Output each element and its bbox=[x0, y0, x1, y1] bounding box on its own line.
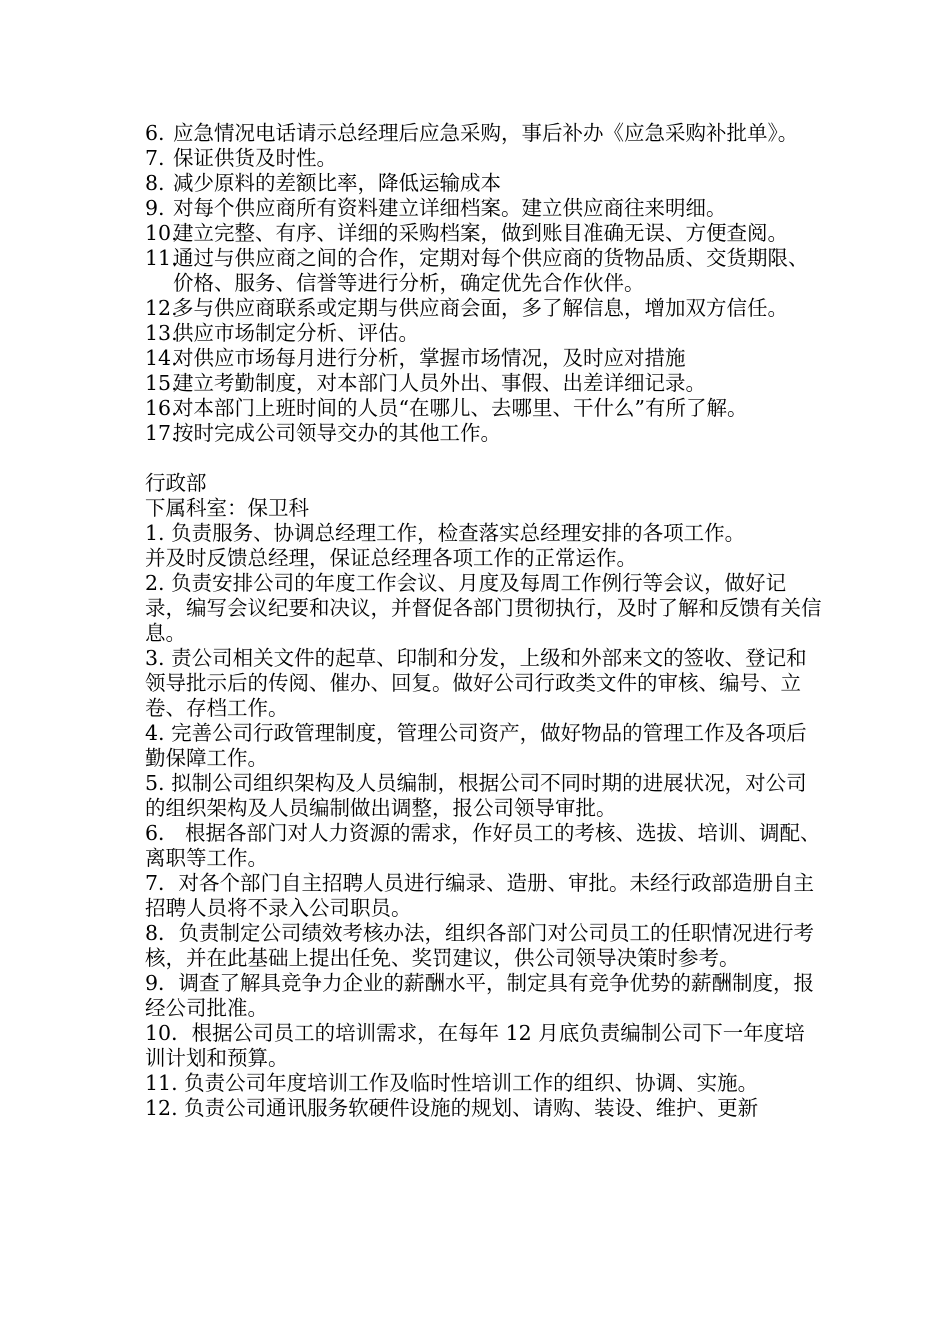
item-number: 6. bbox=[145, 121, 165, 145]
blank-line bbox=[145, 446, 825, 471]
list-item bbox=[145, 421, 825, 446]
list-item bbox=[145, 296, 825, 321]
item-text: 对供应市场每月进行分析，掌握市场情况，及时应对措施 bbox=[173, 346, 686, 370]
list-item bbox=[145, 221, 825, 246]
paragraph: 11. 负责公司年度培训工作及临时性培训工作的组织、协调、实施。 bbox=[145, 1071, 759, 1095]
item-text: 应急情况电话请示总经理后应急采购，事后补办《应急采购补批单》。 bbox=[173, 121, 799, 145]
item-text: 供应市场制定分析、评估。 bbox=[173, 321, 419, 345]
item-text: 通过与供应商之间的合作，定期对每个供应商的货物品质、交货期限、价格、服务、信誉等进行分析，确定优先合作伙伴。 bbox=[173, 246, 809, 295]
item-number: 11. bbox=[145, 246, 178, 270]
item-text: 保证供货及时性。 bbox=[173, 146, 337, 170]
list-item bbox=[145, 196, 825, 221]
admin-department-section bbox=[145, 471, 825, 1121]
paragraph: 8．负责制定公司绩效考核办法，组织各部门对公司员工的任职情况进行考核，并在此基础上提出任免、奖罚建议，供公司领导决策时参考。 bbox=[145, 921, 815, 970]
paragraph: 10．根据公司员工的培训需求，在每年 12 月底负责编制公司下一年度培训计划和预算。 bbox=[145, 1021, 805, 1070]
list-item bbox=[145, 396, 825, 421]
item-text: 对每个供应商所有资料建立详细档案。建立供应商往来明细。 bbox=[173, 196, 727, 220]
document-page bbox=[145, 121, 825, 1121]
item-text: 对本部门上班时间的人员“在哪儿、去哪里、干什么”有所了解。 bbox=[173, 396, 748, 420]
list-item bbox=[145, 121, 825, 146]
paragraph: 3. 责公司相关文件的起草、印制和分发，上级和外部来文的签收、登记和领导批示后的传阅、催办、回复。做好公司行政类文件的审核、编号、立卷、存档工作。 bbox=[145, 646, 807, 720]
section-title: 行政部 bbox=[145, 471, 207, 495]
paragraph: 1. 负责服务、协调总经理工作，检查落实总经理安排的各项工作。 bbox=[145, 521, 746, 545]
list-item bbox=[145, 321, 825, 346]
item-number: 17. bbox=[145, 421, 178, 445]
paragraph: 9．调查了解具竞争力企业的薪酬水平，制定具有竞争优势的薪酬制度，报经公司批准。 bbox=[145, 971, 815, 1020]
paragraph: 12. 负责公司通讯服务软硬件设施的规划、请购、装设、维护、更新 bbox=[145, 1096, 759, 1120]
paragraph: 2. 负责安排公司的年度工作会议、月度及每周工作例行等会议，做好记录，编写会议纪要和决议，并督促各部门贯彻执行，及时了解和反馈有关信息。 bbox=[145, 571, 822, 645]
paragraph: 7．对各个部门自主招聘人员进行编录、造册、审批。未经行政部造册自主招聘人员将不录入公司职员。 bbox=[145, 871, 815, 920]
item-number: 16. bbox=[145, 396, 178, 420]
item-number: 8. bbox=[145, 171, 165, 195]
item-number: 13. bbox=[145, 321, 178, 345]
item-number: 7. bbox=[145, 146, 165, 170]
item-text: 多与供应商联系或定期与供应商会面，多了解信息，增加双方信任。 bbox=[173, 296, 788, 320]
list-item bbox=[145, 171, 825, 196]
item-text: 建立完整、有序、详细的采购档案，做到账目准确无误、方便查阅。 bbox=[173, 221, 788, 245]
list-item bbox=[145, 371, 825, 396]
paragraph: 4. 完善公司行政管理制度，管理公司资产，做好物品的管理工作及各项后勤保障工作。 bbox=[145, 721, 807, 770]
paragraph: 并及时反馈总经理，保证总经理各项工作的正常运作。 bbox=[145, 546, 637, 570]
item-number: 9. bbox=[145, 196, 165, 220]
item-number: 10. bbox=[145, 221, 178, 245]
list-item bbox=[145, 246, 825, 296]
item-number: 14. bbox=[145, 346, 178, 370]
item-text: 按时完成公司领导交办的其他工作。 bbox=[173, 421, 501, 445]
item-text: 减少原料的差额比率，降低运输成本 bbox=[173, 171, 501, 195]
paragraph: 6． 根据各部门对人力资源的需求，作好员工的考核、选拔、培训、调配、离职等工作。 bbox=[145, 821, 821, 870]
list-item bbox=[145, 346, 825, 371]
list-item bbox=[145, 146, 825, 171]
paragraph: 5. 拟制公司组织架构及人员编制，根据公司不同时期的进展状况，对公司的组织架构及人员编制做出调整，报公司领导审批。 bbox=[145, 771, 807, 820]
item-number: 15. bbox=[145, 371, 178, 395]
section-subtitle: 下属科室：保卫科 bbox=[145, 496, 309, 520]
item-number: 12. bbox=[145, 296, 178, 320]
item-text: 建立考勤制度，对本部门人员外出、事假、出差详细记录。 bbox=[173, 371, 706, 395]
procurement-duties-list bbox=[145, 121, 825, 446]
